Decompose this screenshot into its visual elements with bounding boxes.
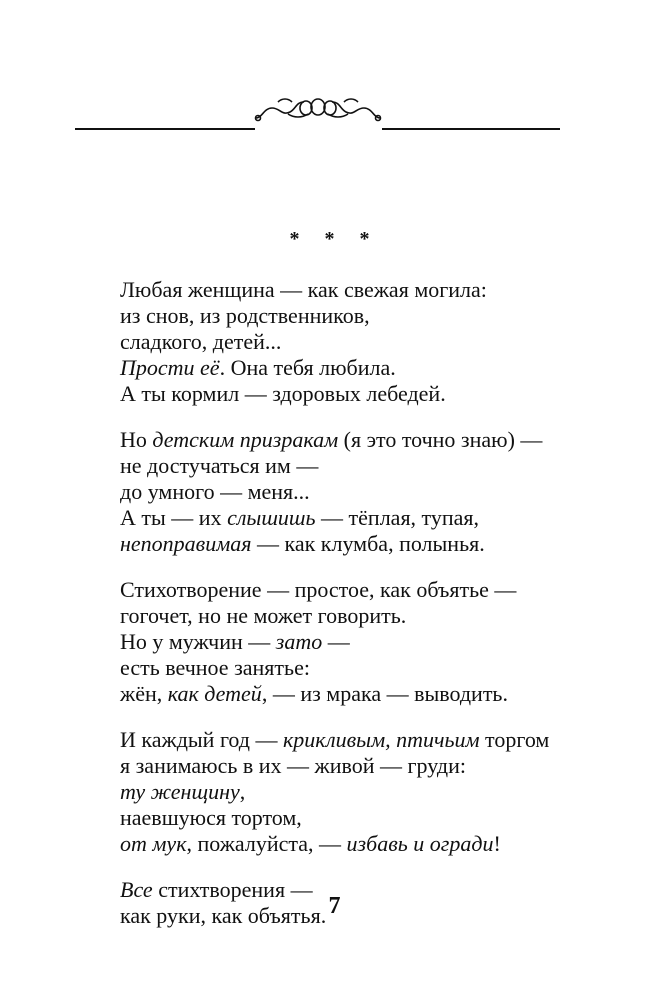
poem-line-fragment: до умного — меня... xyxy=(120,479,310,504)
poem-line xyxy=(120,355,620,381)
poem-line-fragment: , пожалуйста, — xyxy=(186,831,347,856)
poem-line xyxy=(120,505,620,531)
poem-line-fragment: А ты кормил — здоровых лебедей. xyxy=(120,381,446,406)
poem-line xyxy=(120,681,620,707)
poem-line-fragment: гогочет, но не может говорить. xyxy=(120,603,407,628)
poem-line-fragment: из снов, из родственников, xyxy=(120,303,370,328)
poem-line-fragment: не достучаться им — xyxy=(120,453,319,478)
poem-line xyxy=(120,531,620,557)
poem-line xyxy=(120,303,620,329)
poem-line xyxy=(120,603,620,629)
poem-body xyxy=(120,277,620,949)
page-header-ornament xyxy=(0,88,669,138)
poem-line xyxy=(120,727,620,753)
poem-stanza xyxy=(120,577,620,707)
poem-line-italic-fragment: как детей xyxy=(167,681,262,706)
poem-line-fragment: — как клумба, полынья. xyxy=(251,531,485,556)
section-mark: * * * xyxy=(289,228,380,250)
poem-line xyxy=(120,453,620,479)
poem-line xyxy=(120,629,620,655)
poem-line-fragment: Но у мужчин — xyxy=(120,629,276,654)
poem-line-fragment: , — из мрака — выводить. xyxy=(261,681,508,706)
poem-stanza xyxy=(120,727,620,857)
poem-line-fragment: торгом xyxy=(479,727,550,752)
header-rule-right xyxy=(382,128,560,130)
poem-line xyxy=(120,779,620,805)
poem-line-fragment: — тёплая, тупая, xyxy=(315,505,480,530)
poem-line-italic-fragment: слышишь xyxy=(227,505,316,530)
poem-line-italic-fragment: избавь и огради xyxy=(346,831,494,856)
poem-line-fragment: ! xyxy=(493,831,501,856)
poem-line-italic-fragment: детским призракам xyxy=(152,427,339,452)
flourish-ornament-icon xyxy=(248,88,388,124)
poem-line-italic-fragment: зато xyxy=(275,629,323,654)
poem-line-italic-fragment: Все xyxy=(120,877,153,902)
poem-line-fragment: я занимаюсь в их — живой — груди: xyxy=(120,753,466,778)
poem-line-italic-fragment: ту женщину xyxy=(120,779,240,804)
poem-line xyxy=(120,277,620,303)
poem-line xyxy=(120,427,620,453)
poem-stanza xyxy=(120,277,620,407)
poem-line-fragment: И каждый год — xyxy=(120,727,283,752)
poem-line xyxy=(120,831,620,857)
page-number: 7 xyxy=(328,893,341,919)
poem-line-fragment: сладкого, детей... xyxy=(120,329,282,354)
poem-line-fragment: жён, xyxy=(120,681,168,706)
poem-line-fragment: стихтворения — xyxy=(152,877,313,902)
poem-line-fragment: наевшуюся тортом, xyxy=(120,805,302,830)
poem-line xyxy=(120,753,620,779)
poem-line-fragment: — xyxy=(322,629,350,654)
poem-line-fragment: , xyxy=(239,779,246,804)
poem-line-italic-fragment: от мук xyxy=(120,831,187,856)
poem-line-fragment: Стихотворение — простое, как объятье — xyxy=(120,577,517,602)
header-rule-left xyxy=(75,128,255,130)
poem-line-italic-fragment: крикливым, птичьим xyxy=(283,727,480,752)
poem-line-fragment: Но xyxy=(120,427,153,452)
poem-line-fragment: А ты — их xyxy=(120,505,228,530)
poem-line-fragment: . Она тебя любила. xyxy=(219,355,396,380)
poem-line xyxy=(120,577,620,603)
poem-line xyxy=(120,479,620,505)
poem-line-fragment: как руки, как объятья. xyxy=(120,903,327,928)
poem-line-fragment: Любая женщина — как свежая могила: xyxy=(120,277,487,302)
poem-line-fragment: (я это точно знаю) — xyxy=(338,427,543,452)
poem-line xyxy=(120,381,620,407)
poem-line xyxy=(120,655,620,681)
poem-line-italic-fragment: непоправимая xyxy=(120,531,252,556)
poem-stanza xyxy=(120,427,620,557)
poem-line xyxy=(120,329,620,355)
poem-line-italic-fragment: Прости её xyxy=(120,355,220,380)
poem-line-fragment: есть вечное занятье: xyxy=(120,655,310,680)
poem-line xyxy=(120,805,620,831)
